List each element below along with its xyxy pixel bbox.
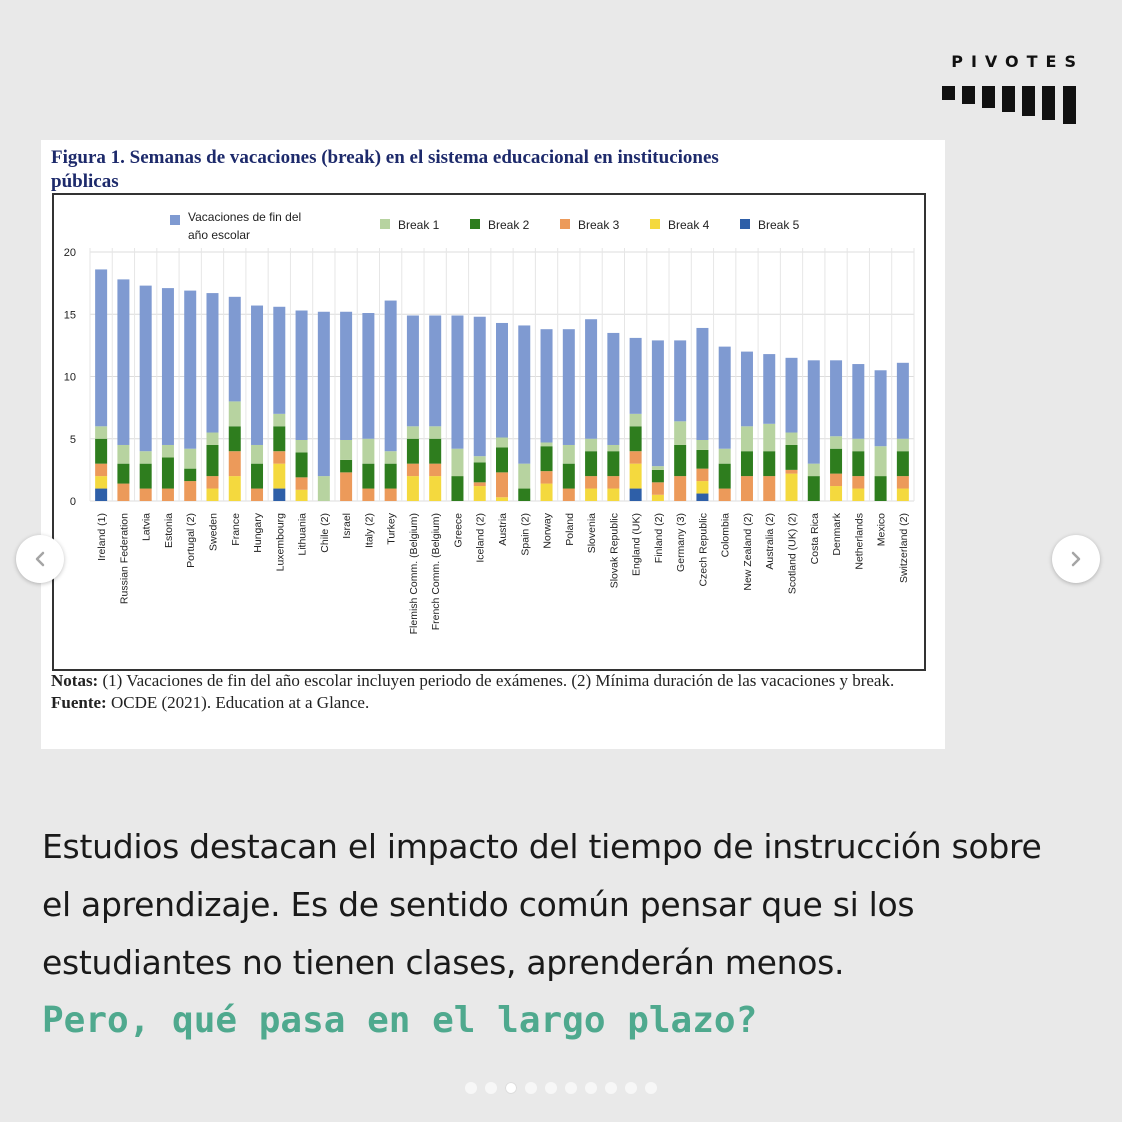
bar-segment — [607, 489, 619, 501]
bar-segment — [496, 447, 508, 472]
bar-segment — [407, 464, 419, 476]
bar-segment — [741, 476, 753, 501]
bar-segment — [808, 464, 820, 476]
x-tick-label: Slovenia — [586, 513, 599, 554]
bar-segment — [251, 306, 263, 445]
legend-swatch — [470, 219, 480, 229]
x-tick-label: French Comm. (Belgium) — [430, 513, 443, 631]
figure-title-number: Figura 1. — [51, 147, 125, 168]
bar-segment — [830, 449, 842, 474]
bar-segment — [474, 317, 486, 456]
pagination-dot[interactable] — [545, 1082, 557, 1094]
bar-segment — [674, 421, 686, 445]
bar-segment — [763, 451, 775, 476]
bar-segment — [229, 401, 241, 426]
bar-segment — [719, 449, 731, 464]
x-tick-label: Iceland (2) — [474, 513, 487, 563]
legend-label: año escolar — [188, 228, 251, 242]
x-tick-label: Lithuania — [296, 513, 309, 556]
bar-segment — [340, 440, 352, 460]
bar-segment — [273, 414, 285, 426]
bar-segment — [852, 364, 864, 439]
x-tick-label: Italy (2) — [363, 513, 376, 549]
x-tick-label: Spain (2) — [519, 513, 532, 556]
bar-segment — [95, 476, 107, 488]
brand-name: PIVOTES — [951, 52, 1084, 71]
bar-segment — [719, 464, 731, 489]
y-tick-label: 0 — [69, 496, 76, 508]
bar-segment — [296, 440, 308, 452]
bar-segment — [451, 449, 463, 476]
bar-segment — [652, 495, 664, 501]
bar-segment — [385, 489, 397, 501]
bar-segment — [541, 446, 553, 471]
bar-segment — [652, 470, 664, 482]
bar-segment — [830, 436, 842, 448]
y-tick-label: 5 — [69, 433, 76, 446]
legend-label: Break 4 — [668, 218, 710, 232]
bar-segment — [696, 494, 708, 501]
y-tick-label: 20 — [63, 247, 76, 259]
x-tick-label: Flemish Comm. (Belgium) — [407, 513, 420, 635]
x-tick-label: Russian Federation — [118, 513, 131, 605]
bar-segment — [362, 313, 374, 439]
bar-segment — [296, 477, 308, 489]
notes-label: Notas: — [51, 671, 99, 690]
bar-segment — [296, 452, 308, 477]
x-tick-label: Norway — [541, 513, 554, 549]
chevron-right-icon — [1068, 551, 1084, 567]
x-tick-label: France — [229, 513, 242, 546]
x-tick-label: Australia (2) — [764, 513, 777, 570]
bar-segment — [696, 481, 708, 493]
brand-bars-icon — [942, 78, 1076, 126]
bar-segment — [184, 481, 196, 501]
figure-title-text: Semanas de vacaciones (break) en el sistema educacional en instituciones públicas — [51, 147, 719, 192]
bar-segment — [206, 476, 218, 488]
bar-segment — [206, 445, 218, 476]
bar-segment — [496, 323, 508, 438]
bar-segment — [229, 426, 241, 451]
bar-segment — [786, 470, 798, 474]
bar-segment — [184, 291, 196, 449]
bar-segment — [719, 489, 731, 501]
pagination-dot[interactable] — [525, 1082, 537, 1094]
x-tick-label: Switzerland (2) — [897, 513, 910, 584]
pagination-dot[interactable] — [465, 1082, 477, 1094]
bar-segment — [140, 451, 152, 463]
figure-title — [51, 146, 771, 194]
x-tick-label: Austria — [497, 513, 509, 546]
bar-segment — [229, 451, 241, 476]
bar-segment — [318, 312, 330, 476]
bar-segment — [852, 439, 864, 451]
x-tick-label: Germany (3) — [675, 513, 688, 572]
figure-notes — [51, 670, 911, 714]
figure-card — [41, 140, 945, 749]
bar-segment — [763, 424, 775, 451]
bar-segment — [808, 476, 820, 501]
pagination-dot-active[interactable] — [505, 1082, 517, 1094]
x-tick-label: Luxembourg — [274, 513, 287, 572]
bar-segment — [162, 288, 174, 445]
x-tick-label: Scotland (UK) (2) — [786, 513, 799, 595]
bar-segment — [897, 476, 909, 488]
bar-segment — [362, 489, 374, 501]
bar-segment — [607, 333, 619, 445]
bar-segment — [875, 476, 887, 501]
x-tick-label: Mexico — [875, 513, 888, 547]
bar-segment — [652, 482, 664, 494]
legend-swatch — [650, 219, 660, 229]
x-tick-label: Czech Republic — [697, 513, 710, 587]
bar-segment — [95, 439, 107, 464]
bar-segment — [251, 464, 263, 489]
bar-segment — [117, 464, 129, 484]
bar-segment — [674, 340, 686, 421]
bar-segment — [897, 363, 909, 439]
brand-logo — [942, 52, 1084, 71]
legend-label: Break 3 — [578, 218, 620, 232]
bar-segment — [474, 482, 486, 486]
bar-segment — [474, 486, 486, 501]
bar-segment — [630, 464, 642, 489]
bar-segment — [362, 439, 374, 464]
bar-segment — [786, 433, 798, 445]
bar-segment — [696, 440, 708, 450]
bar-segment — [429, 426, 441, 438]
bar-segment — [95, 489, 107, 501]
bar-segment — [852, 476, 864, 488]
x-tick-label: Costa Rica — [808, 513, 821, 565]
bar-segment — [674, 445, 686, 476]
bar-segment — [585, 476, 597, 488]
bar-segment — [786, 358, 798, 433]
bar-segment — [875, 370, 887, 446]
bar-segment — [429, 315, 441, 426]
x-tick-label: Netherlands — [853, 513, 866, 570]
bar-segment — [429, 476, 441, 501]
bar-segment — [830, 360, 842, 436]
bar-segment — [140, 489, 152, 501]
bar-segment — [541, 471, 553, 483]
x-tick-label: Poland — [563, 513, 576, 546]
x-tick-label: England (UK) — [630, 513, 643, 577]
bar-segment — [563, 464, 575, 489]
bar-segment — [808, 360, 820, 463]
x-tick-label: Chile (2) — [318, 513, 331, 553]
bar-segment — [318, 476, 330, 501]
bar-segment — [786, 445, 798, 470]
bar-segment — [696, 328, 708, 440]
chart-frame — [52, 193, 926, 671]
pagination-dot[interactable] — [645, 1082, 657, 1094]
bar-segment — [162, 457, 174, 488]
bar-segment — [474, 456, 486, 462]
notes-text: (1) Vacaciones de fin del año escolar incluyen periodo de exámenes. (2) Mínima duración de las vacaciones y break. — [98, 671, 895, 690]
bar-segment — [875, 446, 887, 476]
bar-segment — [385, 464, 397, 489]
bar-segment — [763, 354, 775, 424]
bar-segment — [563, 489, 575, 501]
bar-segment — [496, 472, 508, 497]
bar-segment — [674, 476, 686, 501]
bar-segment — [585, 319, 597, 439]
bar-segment — [273, 464, 285, 489]
legend-swatch — [380, 219, 390, 229]
bar-segment — [184, 449, 196, 469]
bar-segment — [385, 301, 397, 452]
bar-segment — [296, 490, 308, 501]
legend-swatch — [170, 215, 180, 225]
bar-segment — [273, 451, 285, 463]
bar-segment — [95, 464, 107, 476]
bar-segment — [763, 476, 775, 501]
bar-segment — [340, 460, 352, 472]
bar-segment — [652, 340, 664, 466]
bar-segment — [563, 329, 575, 445]
bar-segment — [786, 474, 798, 501]
x-tick-label: Turkey — [385, 513, 398, 545]
source-label: Fuente: — [51, 693, 107, 712]
bar-segment — [518, 464, 530, 489]
bar-segment — [474, 462, 486, 482]
bar-segment — [897, 489, 909, 501]
x-tick-label: Finland (2) — [652, 513, 665, 564]
bar-segment — [140, 464, 152, 489]
bar-segment — [296, 311, 308, 440]
bar-segment — [429, 439, 441, 464]
pagination-dot[interactable] — [625, 1082, 637, 1094]
carousel-prev-button[interactable] — [16, 535, 64, 583]
bar-segment — [897, 439, 909, 451]
carousel-next-button[interactable] — [1052, 535, 1100, 583]
legend-swatch — [560, 219, 570, 229]
legend-label: Break 1 — [398, 218, 440, 232]
bar-segment — [585, 489, 597, 501]
bar-segment — [273, 489, 285, 501]
y-tick-label: 10 — [63, 371, 76, 384]
x-tick-label: Hungary — [252, 513, 265, 553]
x-tick-label: Latvia — [140, 513, 153, 542]
pagination-dot[interactable] — [485, 1082, 497, 1094]
bar-segment — [630, 414, 642, 426]
bar-segment — [340, 312, 352, 440]
bar-segment — [251, 489, 263, 501]
x-tick-label: Denmark — [831, 513, 844, 556]
caption-text: Estudios destacan el impacto del tiempo de instrucción sobre el aprendizaje. Es de sentido común pensar que si los estudiantes no tienen clases, aprenderán menos. — [42, 827, 1042, 982]
x-tick-label: Portugal (2) — [185, 513, 198, 568]
x-tick-label: Slovak Republic — [608, 513, 621, 589]
bar-segment — [407, 439, 419, 464]
bar-segment — [162, 489, 174, 501]
bar-segment — [541, 329, 553, 442]
bar-segment — [117, 445, 129, 464]
bar-segment — [206, 489, 218, 501]
bar-segment — [541, 442, 553, 446]
bar-segment — [696, 469, 708, 481]
source-text: OCDE (2021). Education at a Glance. — [106, 693, 370, 712]
bar-segment — [696, 450, 708, 469]
bar-segment — [630, 338, 642, 414]
bar-segment — [340, 472, 352, 501]
bar-segment — [206, 293, 218, 432]
bar-segment — [585, 439, 597, 451]
x-tick-label: Sweden — [207, 513, 220, 551]
bar-segment — [830, 474, 842, 486]
bar-segment — [897, 451, 909, 476]
bar-segment — [518, 489, 530, 501]
carousel-pagination — [0, 1082, 1122, 1094]
bar-segment — [630, 489, 642, 501]
bar-segment — [273, 307, 285, 414]
legend-label: Break 5 — [758, 218, 800, 232]
bar-segment — [719, 347, 731, 449]
legend-label: Vacaciones de fin del — [188, 210, 302, 224]
bar-segment — [741, 451, 753, 476]
bar-segment — [630, 426, 642, 451]
bar-segment — [652, 466, 664, 470]
stacked-bar-chart — [54, 195, 924, 669]
bar-segment — [162, 445, 174, 457]
legend-label: Break 2 — [488, 218, 530, 232]
bar-segment — [563, 445, 575, 464]
bar-segment — [229, 476, 241, 501]
bar-segment — [852, 489, 864, 501]
y-tick-label: 15 — [63, 309, 76, 322]
x-tick-label: New Zealand (2) — [741, 513, 754, 591]
bar-segment — [140, 286, 152, 452]
x-tick-label: Ireland (1) — [96, 513, 109, 561]
bar-segment — [451, 476, 463, 501]
x-tick-label: Estonia — [162, 513, 175, 549]
bar-segment — [229, 297, 241, 402]
bar-segment — [184, 469, 196, 481]
bar-segment — [206, 433, 218, 445]
chevron-left-icon — [32, 551, 48, 567]
bar-segment — [741, 426, 753, 451]
bar-segment — [496, 497, 508, 501]
bar-segment — [95, 426, 107, 438]
bar-segment — [518, 325, 530, 463]
x-tick-label: Greece — [452, 513, 465, 548]
bar-segment — [541, 484, 553, 501]
bar-segment — [830, 486, 842, 501]
bar-segment — [407, 426, 419, 438]
x-tick-label: Israel — [341, 513, 354, 539]
caption-question: Pero, qué pasa en el largo plazo? — [42, 1000, 758, 1041]
bar-segment — [117, 484, 129, 501]
pagination-dot[interactable] — [605, 1082, 617, 1094]
bar-segment — [362, 464, 374, 489]
bar-segment — [273, 426, 285, 451]
bar-segment — [496, 438, 508, 448]
bar-segment — [741, 352, 753, 427]
bar-segment — [852, 451, 864, 476]
bar-segment — [407, 315, 419, 426]
pagination-dot[interactable] — [565, 1082, 577, 1094]
bar-segment — [585, 451, 597, 476]
pagination-dot[interactable] — [585, 1082, 597, 1094]
bar-segment — [607, 451, 619, 476]
bar-segment — [630, 451, 642, 463]
bar-segment — [429, 464, 441, 476]
bar-segment — [95, 269, 107, 426]
bar-segment — [117, 279, 129, 445]
bar-segment — [607, 476, 619, 488]
bar-segment — [607, 445, 619, 451]
x-tick-label: Colombia — [719, 513, 732, 558]
legend-swatch — [740, 219, 750, 229]
bar-segment — [407, 476, 419, 501]
bar-segment — [385, 451, 397, 463]
bar-segment — [451, 315, 463, 448]
bar-segment — [251, 445, 263, 464]
